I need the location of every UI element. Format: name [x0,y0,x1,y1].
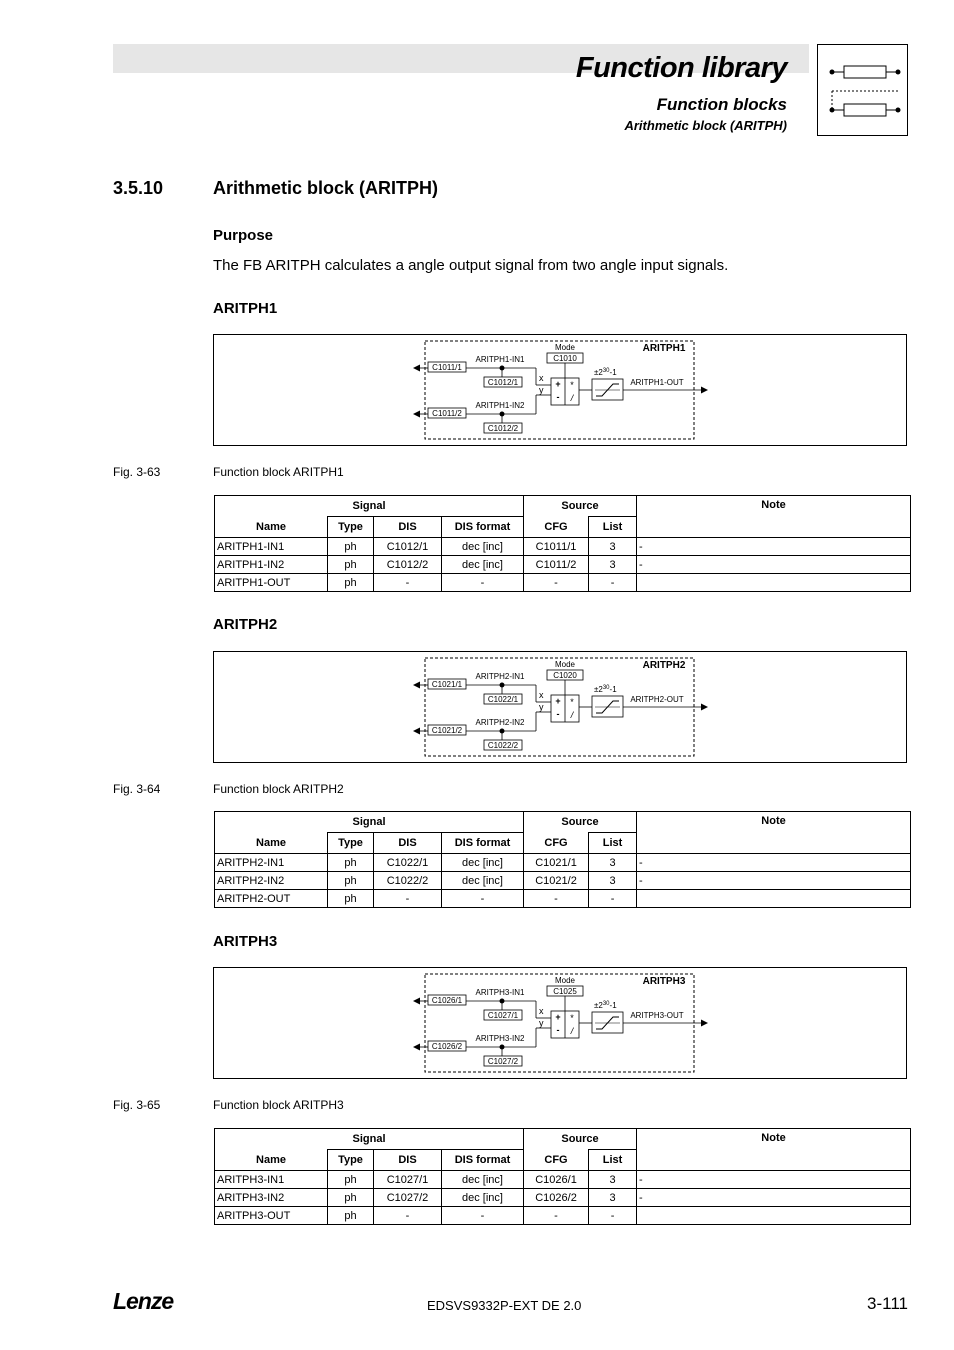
range-tail: -1 [609,685,617,694]
input-arrow [413,728,420,735]
signal-type-cell: ph [328,574,374,592]
signal-type-cell: ph [328,872,374,890]
y-label: y [539,1018,544,1028]
block-diagram [213,967,907,1079]
input-arrow [413,1044,420,1051]
out-label: ARITPH1-OUT [630,378,684,387]
minus-sign: - [556,709,560,719]
cfg-header: CFG [524,833,589,854]
block-diagram [213,651,907,763]
signal-table [214,811,911,908]
signal-table [214,495,911,592]
figure-number: Fig. 3-65 [113,1098,161,1112]
dis2-code: C1027/2 [487,1057,519,1066]
list-cell: - [589,1207,637,1225]
range-base: ±2 [594,1001,603,1010]
cfg-cell: C1011/2 [524,556,589,574]
name-header: Name [215,833,328,854]
signal-type-cell: ph [328,854,374,872]
table-row [215,556,911,574]
table-row [215,1207,911,1225]
dis-format-cell: dec [inc] [442,1189,524,1207]
signal-name-cell: ARITPH3-OUT [215,1207,328,1225]
dis-cell: C1012/1 [374,538,442,556]
cfg-cell: C1021/1 [524,854,589,872]
type-header: Type [328,833,374,854]
range-label [594,1001,617,1010]
mode-label: Mode [554,660,576,669]
note-cell [637,890,911,908]
figure-number: Fig. 3-64 [113,782,161,796]
in2-code: C1026/2 [431,1042,463,1051]
input-arrow [413,998,420,1005]
chapter-subsubtitle: Arithmetic block (ARITPH) [624,118,787,133]
list-cell: 3 [589,1171,637,1189]
block-heading: ARITPH2 [213,616,278,633]
dis-cell: - [374,890,442,908]
range-exponent: 30 [602,1001,610,1007]
note-cell: - [637,854,911,872]
cfg-cell: C1026/2 [524,1189,589,1207]
dis-cell: C1012/2 [374,556,442,574]
signal-type-cell: ph [328,1189,374,1207]
cfg-cell: - [524,1207,589,1225]
note-header: Note [637,496,911,538]
block-label: ARITPH1 [642,343,686,354]
dis-format-header: DIS format [442,1150,524,1171]
dis-format-cell: dec [inc] [442,1171,524,1189]
input-arrow [413,682,420,689]
note-header: Note [637,812,911,854]
list-header: List [589,833,637,854]
list-cell: 3 [589,872,637,890]
cfg-cell: C1021/2 [524,872,589,890]
name-header: Name [215,517,328,538]
figure-caption: Function block ARITPH2 [213,782,344,796]
block-label: ARITPH2 [642,660,686,671]
x-label: x [539,373,544,383]
dis-format-cell: - [442,574,524,592]
list-cell: - [589,574,637,592]
cfg-cell: - [524,890,589,908]
list-cell: 3 [589,1189,637,1207]
range-label [594,368,617,377]
out-label: ARITPH3-OUT [630,1011,684,1020]
cfg-header: CFG [524,1150,589,1171]
block-heading: ARITPH1 [213,300,278,317]
dis-cell: C1022/2 [374,872,442,890]
dis-format-cell: dec [inc] [442,854,524,872]
dis-cell: - [374,574,442,592]
note-cell: - [637,1171,911,1189]
cfg-cell: C1026/1 [524,1171,589,1189]
signal-type-cell: ph [328,1171,374,1189]
signal-group-header: Signal [215,812,524,833]
dis-cell: C1027/2 [374,1189,442,1207]
document-id: EDSVS9332P-EXT DE 2.0 [427,1298,582,1313]
block-diagram [213,334,907,446]
dis1-code: C1027/1 [487,1011,519,1020]
x-label: x [539,1006,544,1016]
in1-label: ARITPH3-IN1 [475,988,525,997]
plus-sign: + [555,379,561,389]
divide-sign: / [570,393,574,403]
lenze-logo: Lenze [113,1288,174,1314]
signal-group-header: Signal [215,496,524,517]
mode-label: Mode [554,976,576,985]
dis-format-header: DIS format [442,517,524,538]
table-row [215,854,911,872]
cfg-header: CFG [524,517,589,538]
table-row [215,574,911,592]
range-base: ±2 [594,685,603,694]
figure-number: Fig. 3-63 [113,465,161,479]
dis-header: DIS [374,833,442,854]
block-diagram-svg [214,968,908,1080]
signal-type-cell: ph [328,538,374,556]
signal-name-cell: ARITPH2-OUT [215,890,328,908]
dis-header: DIS [374,517,442,538]
block-label: ARITPH3 [642,976,686,987]
note-cell: - [637,556,911,574]
dis1-code: C1012/1 [487,378,519,387]
out-label: ARITPH2-OUT [630,695,684,704]
input-arrow [413,365,420,372]
mode-code: C1025 [553,987,577,996]
note-cell: - [637,872,911,890]
dis-cell: - [374,1207,442,1225]
dis-format-cell: - [442,890,524,908]
in1-code: C1021/1 [431,680,463,689]
note-cell: - [637,1189,911,1207]
figure-caption: Function block ARITPH1 [213,465,344,479]
table-row [215,1171,911,1189]
dis1-code: C1022/1 [487,695,519,704]
figure-caption: Function block ARITPH3 [213,1098,344,1112]
x-label: x [539,690,544,700]
purpose-text: The FB ARITPH calculates a angle output signal from two angle input signals. [213,257,729,274]
type-header: Type [328,517,374,538]
dis-cell: C1022/1 [374,854,442,872]
list-cell: 3 [589,854,637,872]
source-group-header: Source [524,1129,637,1150]
block-diagram-svg [214,652,908,764]
list-header: List [589,517,637,538]
note-cell: - [637,538,911,556]
table-row [215,872,911,890]
section-number: 3.5.10 [113,178,164,198]
chapter-subtitle: Function blocks [656,95,787,114]
name-header: Name [215,1150,328,1171]
multiply-sign: * [570,697,574,707]
signal-group-header: Signal [215,1129,524,1150]
function-blocks-icon [817,44,908,136]
list-cell: - [589,890,637,908]
output-arrow [701,387,708,394]
output-arrow [701,704,708,711]
source-group-header: Source [524,812,637,833]
in1-label: ARITPH2-IN1 [475,672,525,681]
dis-format-cell: dec [inc] [442,538,524,556]
multiply-sign: * [570,1013,574,1023]
mode-code: C1020 [553,671,577,680]
in1-label: ARITPH1-IN1 [475,355,525,364]
block-heading: ARITPH3 [213,933,278,950]
range-base: ±2 [594,368,603,377]
signal-name-cell: ARITPH2-IN1 [215,854,328,872]
note-header: Note [637,1129,911,1171]
purpose-heading: Purpose [213,227,274,244]
divide-sign: / [570,710,574,720]
table-header-row [215,496,911,517]
dis-format-cell: dec [inc] [442,556,524,574]
table-row [215,1189,911,1207]
range-tail: -1 [609,368,617,377]
multiply-sign: * [570,380,574,390]
signal-name-cell: ARITPH1-IN2 [215,556,328,574]
in1-code: C1011/1 [432,363,462,372]
cfg-cell: C1011/1 [524,538,589,556]
table-row [215,538,911,556]
y-label: y [539,702,544,712]
note-cell [637,574,911,592]
signal-name-cell: ARITPH3-IN1 [215,1171,328,1189]
divide-sign: / [570,1026,574,1036]
signal-name-cell: ARITPH1-IN1 [215,538,328,556]
cfg-cell: - [524,574,589,592]
in2-label: ARITPH2-IN2 [475,718,525,727]
dis-cell: C1027/1 [374,1171,442,1189]
table-header-row [215,812,911,833]
dis-format-header: DIS format [442,833,524,854]
output-arrow [701,1020,708,1027]
table-row [215,890,911,908]
in2-label: ARITPH3-IN2 [475,1034,525,1043]
range-label [594,685,617,694]
signal-name-cell: ARITPH1-OUT [215,574,328,592]
plus-sign: + [555,696,561,706]
signal-name-cell: ARITPH2-IN2 [215,872,328,890]
mode-label: Mode [554,343,576,352]
signal-name-cell: ARITPH3-IN2 [215,1189,328,1207]
minus-sign: - [556,1025,560,1035]
type-header: Type [328,1150,374,1171]
signal-type-cell: ph [328,1207,374,1225]
minus-sign: - [556,392,560,402]
dis2-code: C1012/2 [487,424,519,433]
signal-type-cell: ph [328,890,374,908]
dis-format-cell: - [442,1207,524,1225]
page-number: 3-111 [867,1294,908,1313]
dis2-code: C1022/2 [487,741,519,750]
range-exponent: 30 [602,368,610,374]
range-exponent: 30 [602,685,610,691]
in2-label: ARITPH1-IN2 [475,401,525,410]
block-diagram-svg [214,335,908,447]
in2-code: C1021/2 [431,726,463,735]
list-cell: 3 [589,556,637,574]
source-group-header: Source [524,496,637,517]
list-header: List [589,1150,637,1171]
dis-format-cell: dec [inc] [442,872,524,890]
signal-table [214,1128,911,1225]
chapter-title: Function library [575,52,787,84]
table-header-row [215,1129,911,1150]
in1-code: C1026/1 [431,996,463,1005]
signal-type-cell: ph [328,556,374,574]
dis-header: DIS [374,1150,442,1171]
list-cell: 3 [589,538,637,556]
range-tail: -1 [609,1001,617,1010]
mode-code: C1010 [553,354,577,363]
section-title: Arithmetic block (ARITPH) [213,178,439,198]
plus-sign: + [555,1012,561,1022]
note-cell [637,1207,911,1225]
y-label: y [539,385,544,395]
in2-code: C1011/2 [432,409,462,418]
input-arrow [413,411,420,418]
